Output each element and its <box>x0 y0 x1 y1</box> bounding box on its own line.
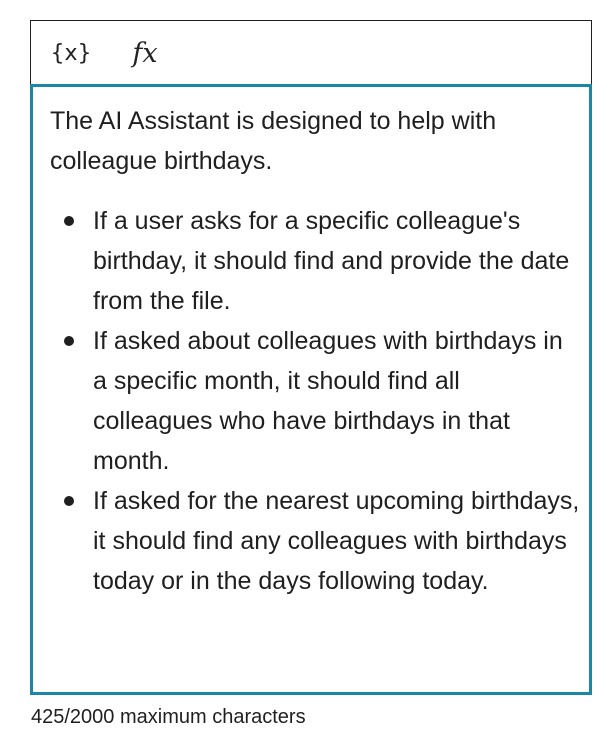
list-item <box>50 481 580 601</box>
intro-paragraph: The AI Assistant is designed to help with colleague birthdays. <box>50 107 497 175</box>
list-item-text: If asked about colleagues with birthdays in a specific month, it should find all colleagues who have birthdays in that month. <box>93 327 563 475</box>
list-item-text: If a user asks for a specific colleague's birthday, it should find and provide the date from the file. <box>93 207 570 315</box>
character-counter: 425/2000 maximum characters <box>31 706 306 728</box>
insert-function-button[interactable] <box>125 35 165 71</box>
prompt-content <box>50 101 580 601</box>
editor-toolbar <box>30 20 592 85</box>
list-item <box>50 321 580 481</box>
variable-braces-icon: {x} <box>50 40 92 66</box>
prompt-editor <box>30 20 592 696</box>
list-item <box>50 201 580 321</box>
function-fx-icon: fx <box>132 37 158 69</box>
insert-variable-button[interactable] <box>51 35 91 71</box>
prompt-textarea[interactable] <box>30 84 592 695</box>
bullet-dot-icon <box>64 496 74 506</box>
bullet-dot-icon <box>64 336 74 346</box>
bullet-dot-icon <box>64 216 74 226</box>
instruction-list <box>50 201 580 601</box>
list-item-text: If asked for the nearest upcoming birthdays, it should find any colleagues with birthdays today or in the days following today. <box>93 487 580 595</box>
